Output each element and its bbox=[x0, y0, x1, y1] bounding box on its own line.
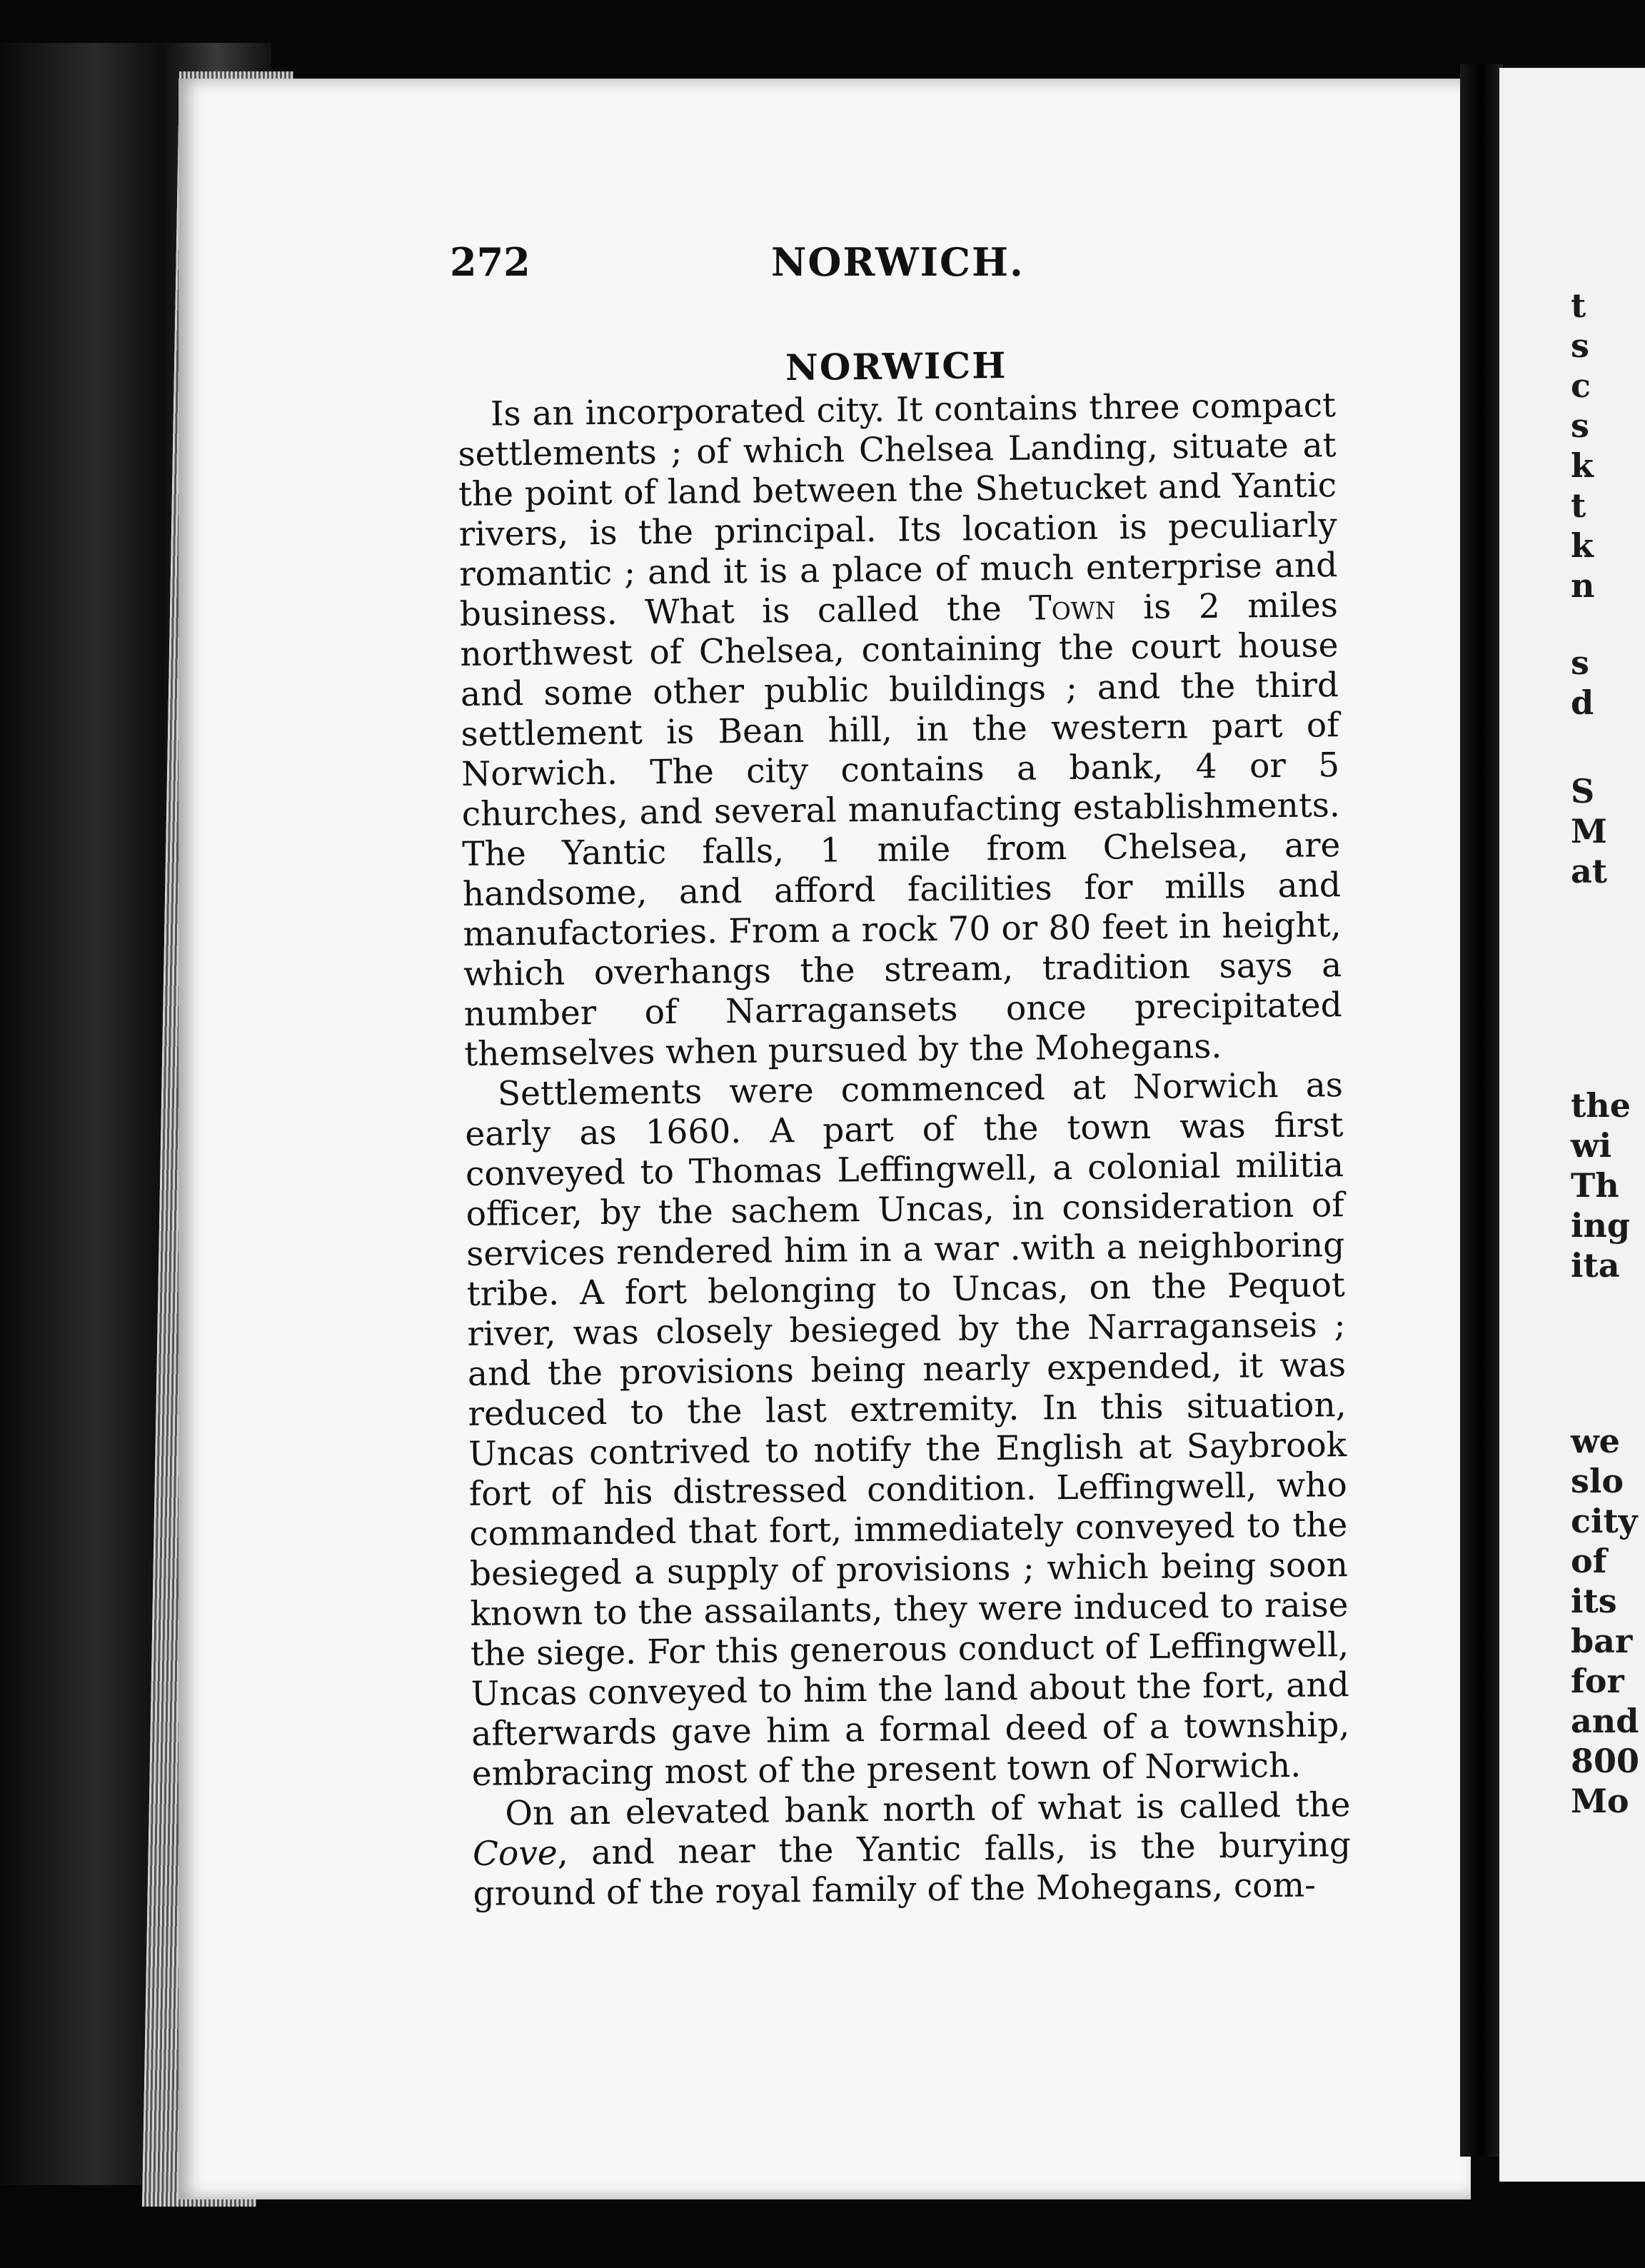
right-page-fragment: S bbox=[1571, 772, 1595, 811]
right-page-fragment: s bbox=[1571, 326, 1589, 365]
right-page-fragment: k bbox=[1571, 526, 1594, 565]
right-page-fragment: we bbox=[1571, 1422, 1620, 1460]
article-title: NORWICH bbox=[785, 343, 1007, 389]
article bbox=[457, 341, 1352, 1915]
right-page-fragment: slo bbox=[1571, 1462, 1624, 1500]
running-title: NORWICH. bbox=[771, 239, 1025, 285]
paragraph-1 bbox=[458, 386, 1343, 1075]
running-head bbox=[450, 239, 1335, 289]
right-page-fragment: 800 bbox=[1571, 1742, 1640, 1780]
paragraph-2: Settlements were commenced at Norwich as early as 1660. A part of the town was first conveyed to Thomas Leffingwell, a colonial militia officer, by the sachem Uncas, in consideration of services rendered him in a war .with a neighboring tribe. A fort belonging to Uncas, on the Pequot river, was closely besieged by the Narraganseis ; and the provisions being nearly expended, it was reduced to the last extremity. In this situation, Uncas contrived to notify the English at Saybrook fort of his distressed condition. Leffingwell, who commanded that fort, immediately conveyed to the besieged a supply of provisions ; which being soon known to the assailants, they were induced to raise the siege. For this generous conduct of Leffingwell, Uncas conveyed to him the land about the fort, and afterwards gave him a formal deed of a township, embracing most of the present town of Norwich. bbox=[465, 1065, 1350, 1794]
paragraph-3 bbox=[472, 1785, 1352, 1915]
right-page-fragment: ing bbox=[1571, 1206, 1631, 1245]
paragraph-3-text-a: On an elevated bank north of what is called the bbox=[505, 1785, 1351, 1834]
right-page-fragment: k bbox=[1571, 446, 1594, 485]
right-page-fragment: s bbox=[1571, 406, 1589, 445]
right-page-fragment: Th bbox=[1571, 1166, 1619, 1205]
right-page-fragment: city bbox=[1571, 1502, 1638, 1540]
right-page-fragment: bar bbox=[1571, 1622, 1633, 1660]
right-page-fragment: d bbox=[1571, 683, 1594, 722]
page-number: 272 bbox=[450, 239, 530, 285]
right-page-fragment: its bbox=[1571, 1582, 1617, 1620]
right-page-fragment: at bbox=[1571, 852, 1608, 890]
paragraph-1-smallcaps: Town bbox=[1029, 588, 1116, 628]
book-gutter bbox=[1460, 64, 1503, 2157]
paragraph-3-italic: Cove bbox=[472, 1833, 558, 1874]
right-page-fragment: c bbox=[1571, 366, 1591, 405]
right-page-fragment: the bbox=[1571, 1086, 1631, 1125]
paragraph-1-text-b: is 2 miles northwest of Chelsea, containing the court house and some other public buildings ; and the third settlement is Bean hill, in the western part of Norwich. The city contains a bank, 4 or 5 churches, and several manufacting establishments. The Yantic falls, 1 mile from Chelsea, are handsome, and afford facilities for mills and manufactories. From a rock 70 or 80 feet in height, which overhangs the stream, tradition says a number of Narragansets once precipitated themselves when pursued by the Mohegans. bbox=[460, 586, 1342, 1074]
right-page-fragment: t bbox=[1571, 286, 1586, 325]
right-page-fragment: Mo bbox=[1571, 1782, 1629, 1820]
paragraph-3-text-b: , and near the Yantic falls, is the burying ground of the royal family of the Mohegans, com- bbox=[473, 1825, 1352, 1914]
right-page-fragment: and bbox=[1571, 1702, 1639, 1740]
right-page-fragment: wi bbox=[1571, 1126, 1612, 1165]
right-page-fragment: of bbox=[1571, 1542, 1607, 1580]
paragraph-1-text-a: Is an incorporated city. It contains three compact settlements ; of which Chelsea Landing, situate at the point of land between the Shetucket and Yantic rivers, is the principal. Its location is peculiarly romantic ; and it is a place of much enterprise and business. What is called the bbox=[458, 386, 1338, 634]
right-page-fragment: M bbox=[1571, 812, 1607, 850]
right-page-fragment: t bbox=[1571, 486, 1586, 525]
right-page-fragment: n bbox=[1571, 566, 1595, 605]
right-page-fragment: s bbox=[1571, 643, 1589, 682]
right-page-fragment: ita bbox=[1571, 1246, 1620, 1285]
right-page-fragment: for bbox=[1571, 1662, 1624, 1700]
